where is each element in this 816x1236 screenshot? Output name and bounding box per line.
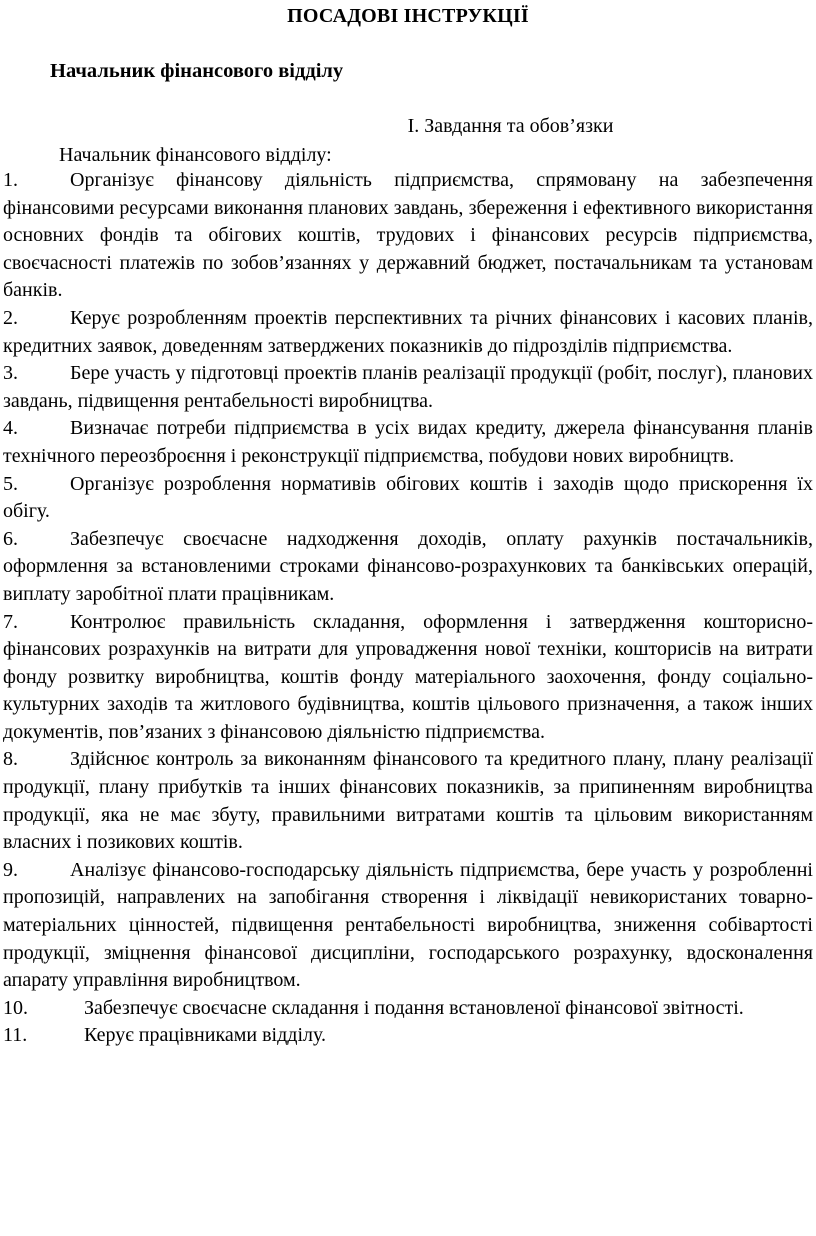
duty-item <box>3 415 813 470</box>
duty-text: Керує працівниками відділу. <box>84 1024 327 1047</box>
duties-list <box>3 167 813 1050</box>
duty-text: Здійснює контроль за виконанням фінансового та кредитного плану, плану реалізації продукції, плану прибутків та інших фінансових показників, за припиненням виробництва продукції, яка не має збуту, правильними витратами коштів та цільовим використанням власних і позикових коштів. <box>3 748 813 854</box>
duty-number: 11. <box>3 1024 28 1047</box>
duty-number: 9. <box>3 858 18 881</box>
position-title: Начальник фінансового відділу <box>50 60 344 82</box>
duty-item <box>3 167 813 305</box>
duty-text: Організує розроблення нормативів обігових коштів і заходів щодо прискорення їх обігу. <box>3 472 813 523</box>
duty-text: Аналізує фінансово-господарську діяльність підприємства, бере участь у розробленні пропозицій, направлених на запобігання створення і ліквідації невикористаних товарно-матеріальних цінностей, підвищення рентабельності виробництва, зниження собівартості продукції, зміцнення фінансової дисципліни, господарського розрахунку, вдосконалення апарату управління виробництвом. <box>3 858 813 992</box>
duty-item <box>3 857 813 995</box>
duty-text: Забезпечує своєчасне складання і подання встановленої фінансової звітності. <box>84 996 744 1019</box>
duty-number: 3. <box>3 362 18 385</box>
duty-item <box>3 360 813 415</box>
duty-text: Організує фінансову діяльність підприємства, спрямовану на забезпечення фінансовими ресурсами виконання планових завдань, збереження і ефективного використання основних фондів та обігових коштів, трудових і фінансових ресурсів підприємства, своєчасності платежів по зобов’язаннях у державний бюджет, постачальникам та установам банків. <box>3 169 813 302</box>
duty-item <box>3 471 813 526</box>
duty-item <box>3 526 813 609</box>
duty-item <box>3 746 813 856</box>
duty-item <box>3 305 813 360</box>
duty-item <box>3 995 813 1023</box>
duty-number: 5. <box>3 472 18 495</box>
duty-text: Забезпечує своєчасне надходження доходів, оплату рахунків постачальників, оформлення за встановленими строками фінансово-розрахункових та банківських операцій, виплату заробітної плати працівникам. <box>3 527 813 605</box>
duty-text: Визначає потреби підприємства в усіх видах кредиту, джерела фінансування планів технічного переозброєння і реконструкції підприємства, побудови нових виробництв. <box>3 417 813 467</box>
duty-number: 1. <box>3 169 18 191</box>
duty-number: 8. <box>3 748 18 771</box>
duty-number: 2. <box>3 306 18 329</box>
intro-text: Начальник фінансового відділу: <box>59 144 332 166</box>
section-heading: І. Завдання та обов’язки <box>407 115 614 137</box>
duty-number: 10. <box>3 996 28 1019</box>
duty-text: Контролює правильність складання, оформлення і затвердження кошторисно-фінансових розрахунків на витрати для упровадження нової техніки, кошторисів на витрати фонду розвитку виробництва, коштів фонду матеріального заохочення, фонду соціально-культурних заходів та житлового будівництва, коштів цільового призначення, а також інших документів, пов’язаних з фінансовою діяльністю підприємства. <box>3 610 813 743</box>
duty-number: 6. <box>3 527 18 550</box>
duty-number: 4. <box>3 417 18 440</box>
duty-item <box>3 609 813 747</box>
duty-number: 7. <box>3 610 18 633</box>
duty-text: Бере участь у підготовці проектів планів реалізації продукції (робіт, послуг), планових завдань, підвищення рентабельності виробництва. <box>3 362 813 412</box>
duty-item <box>3 1022 813 1050</box>
document-title: ПОСАДОВІ ІНСТРУКЦІЇ <box>287 5 529 27</box>
duty-text: Керує розробленням проектів перспективних та річних фінансових і касових планів, кредитних заявок, доведенням затверджених показників до підрозділів підприємства. <box>3 306 813 357</box>
